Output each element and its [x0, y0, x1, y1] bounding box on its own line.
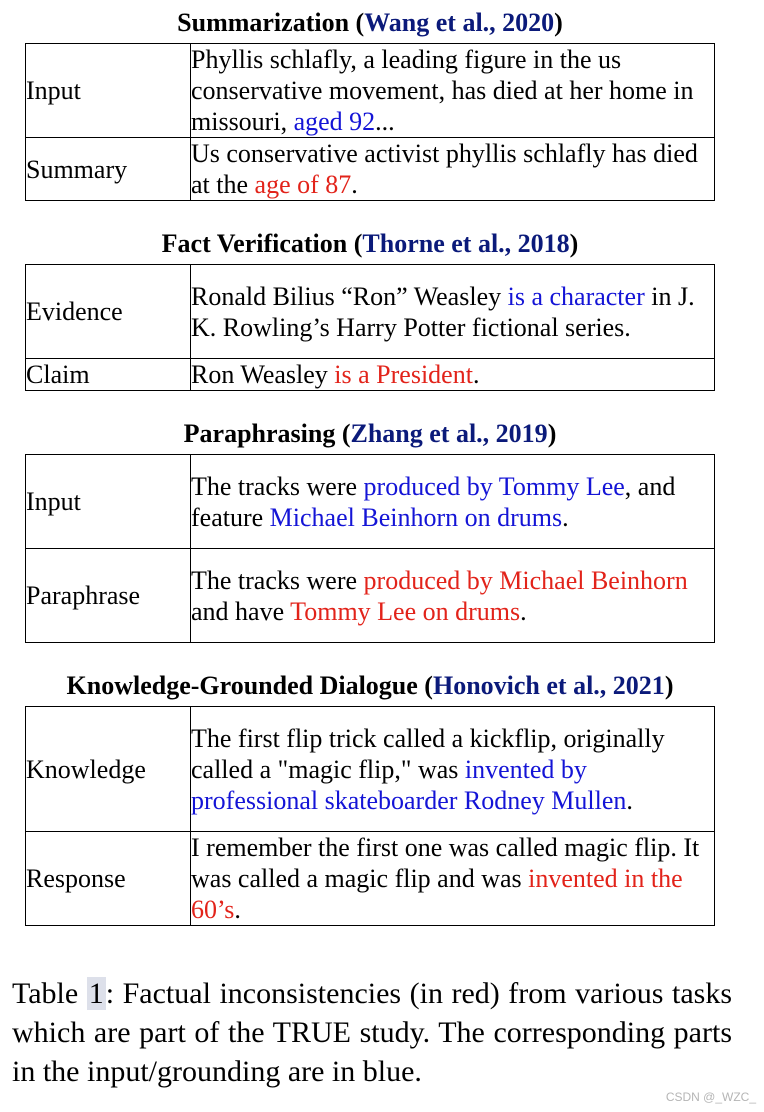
highlight-blue: Michael Beinhorn on drums	[269, 502, 563, 532]
text-segment: Phyllis schlafly, a leading figure in the us conservative movement, has died at her home in missouri,	[191, 45, 694, 136]
section-title: Knowledge-Grounded Dialogue (Honovich et al., 2021)	[66, 671, 674, 700]
text-segment: ...	[375, 107, 395, 136]
row-content	[191, 265, 715, 359]
row-label: Evidence	[26, 265, 191, 359]
highlight-blue: invented by professional skateboarder Rodney Mullen	[191, 754, 627, 815]
section-title: Paraphrasing (Zhang et al., 2019)	[183, 419, 557, 448]
table-row	[26, 455, 715, 549]
highlight-blue: produced by Tommy Lee	[363, 471, 625, 501]
text-segment: .	[626, 785, 633, 815]
row-content	[191, 44, 715, 138]
table-row	[26, 359, 715, 391]
section-title-text: Summarization	[177, 8, 350, 37]
row-label: Knowledge	[26, 707, 191, 832]
row-label: Response	[26, 832, 191, 926]
row-content	[191, 707, 715, 832]
row-label: Paraphrase	[26, 549, 191, 643]
section-title: Summarization (Wang et al., 2020)	[177, 8, 563, 37]
text-segment: Us conservative activist phyllis schlafly has died at the	[191, 139, 698, 199]
text-segment: I remember the first one was called magic flip. It was called a magic flip and was	[191, 833, 700, 893]
text-segment: Ron Weasley	[191, 360, 335, 389]
table-row	[26, 707, 715, 832]
text-segment: The tracks were	[191, 471, 364, 501]
text-segment: The tracks were	[191, 565, 364, 595]
table-row	[26, 44, 715, 138]
text-segment: .	[520, 596, 527, 626]
row-label: Input	[26, 455, 191, 549]
text-segment: in J. K. Rowling’s Harry Potter fictional series.	[191, 281, 695, 342]
highlight-red: age of 87	[254, 170, 352, 199]
text-segment: The first flip trick called a kickflip, originally called a "magic flip," was	[191, 723, 665, 784]
text-segment: .	[562, 502, 569, 532]
highlight-red: is a President	[334, 360, 473, 389]
row-content	[191, 549, 715, 643]
citation-link[interactable]: Honovich et al., 2021	[432, 671, 665, 700]
row-label: Input	[26, 44, 191, 138]
row-label: Claim	[26, 359, 191, 391]
highlight-red: invented in the 60’s	[191, 864, 683, 924]
table-number-link[interactable]: 1	[88, 977, 104, 1010]
text-segment: .	[472, 360, 480, 389]
citation-link[interactable]: Wang et al., 2020	[364, 8, 555, 37]
row-content	[191, 359, 715, 391]
fact-verification-table	[25, 264, 715, 391]
table-row	[26, 265, 715, 359]
highlight-red: Tommy Lee on drums	[290, 596, 521, 626]
section-title-text: Paraphrasing	[183, 419, 336, 448]
text-segment: .	[351, 170, 358, 199]
citation-link[interactable]: Zhang et al., 2019	[350, 419, 548, 448]
paraphrasing-table	[25, 454, 715, 643]
highlight-red: produced by Michael Beinhorn	[363, 565, 688, 595]
caption-text: : Factual inconsistencies (in red) from various tasks which are part of the TRUE study. The corresponding parts in the input/grounding are in blue.	[12, 977, 733, 1088]
table-row	[26, 832, 715, 926]
watermark: CSDN @_WZC_	[665, 1090, 756, 1104]
section-title-text: Knowledge-Grounded Dialogue	[66, 671, 418, 700]
text-segment: .	[234, 895, 241, 924]
section-title-text: Fact Verification	[161, 229, 348, 258]
summarization-table	[25, 43, 715, 201]
table-row	[26, 549, 715, 643]
section-title: Fact Verification (Thorne et al., 2018)	[161, 229, 579, 258]
caption-prefix: Table	[12, 977, 79, 1010]
dialogue-table	[25, 706, 715, 926]
text-segment: and have	[191, 596, 291, 626]
row-content	[191, 138, 715, 201]
highlight-blue: aged 92	[293, 107, 376, 136]
row-content	[191, 832, 715, 926]
table-row	[26, 138, 715, 201]
table-caption	[12, 974, 732, 1091]
citation-link[interactable]: Thorne et al., 2018	[362, 229, 570, 258]
row-content	[191, 455, 715, 549]
row-label: Summary	[26, 138, 191, 201]
text-segment: Ronald Bilius “Ron” Weasley	[191, 281, 508, 311]
text-segment: , and feature	[191, 471, 676, 532]
highlight-blue: is a character	[507, 281, 645, 311]
